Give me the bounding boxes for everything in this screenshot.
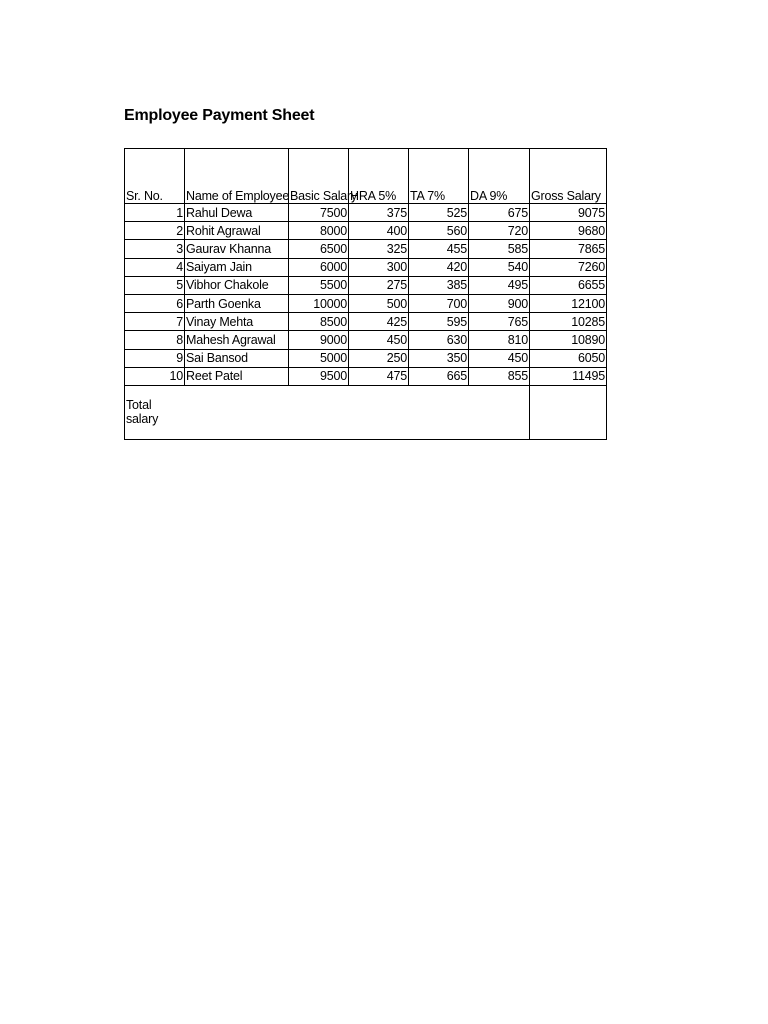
cell-sr-no[interactable]: 7 [125,313,185,331]
cell-hra[interactable]: 300 [349,258,409,276]
cell-da[interactable]: 495 [469,276,530,294]
cell-employee-name[interactable]: Rahul Dewa [185,204,289,222]
table-row [125,204,607,222]
cell-basic-salary[interactable]: 9000 [289,331,349,349]
total-salary-label: Total salary [126,398,159,427]
cell-basic-salary[interactable]: 8500 [289,313,349,331]
cell-hra[interactable]: 325 [349,240,409,258]
cell-hra[interactable]: 425 [349,313,409,331]
cell-employee-name[interactable]: Saiyam Jain [185,258,289,276]
cell-gross-salary[interactable]: 7865 [530,240,607,258]
cell-basic-salary[interactable]: 6000 [289,258,349,276]
cell-gross-salary[interactable]: 6050 [530,349,607,367]
cell-ta[interactable]: 385 [409,276,469,294]
cell-ta[interactable]: 595 [409,313,469,331]
cell-sr-no[interactable]: 6 [125,294,185,312]
payment-table [124,148,607,440]
cell-gross-salary[interactable]: 9075 [530,204,607,222]
cell-sr-no[interactable]: 1 [125,204,185,222]
cell-employee-name[interactable]: Vinay Mehta [185,313,289,331]
cell-ta[interactable]: 350 [409,349,469,367]
cell-employee-name[interactable]: Mahesh Agrawal [185,331,289,349]
table-row [125,367,607,385]
cell-basic-salary[interactable]: 10000 [289,294,349,312]
table-row [125,331,607,349]
cell-ta[interactable]: 525 [409,204,469,222]
cell-hra[interactable]: 400 [349,222,409,240]
total-salary-label-cell[interactable] [125,385,530,439]
cell-gross-salary[interactable]: 12100 [530,294,607,312]
table-row [125,349,607,367]
cell-ta[interactable]: 665 [409,367,469,385]
cell-ta[interactable]: 700 [409,294,469,312]
cell-ta[interactable]: 630 [409,331,469,349]
table-row [125,258,607,276]
cell-ta[interactable]: 560 [409,222,469,240]
cell-da[interactable]: 855 [469,367,530,385]
cell-sr-no[interactable]: 10 [125,367,185,385]
column-header-gross-salary[interactable]: Gross Salary [530,149,607,204]
cell-basic-salary[interactable]: 8000 [289,222,349,240]
cell-da[interactable]: 810 [469,331,530,349]
cell-da[interactable]: 585 [469,240,530,258]
total-row [125,385,607,439]
cell-sr-no[interactable]: 2 [125,222,185,240]
cell-hra[interactable]: 375 [349,204,409,222]
cell-ta[interactable]: 420 [409,258,469,276]
cell-sr-no[interactable]: 4 [125,258,185,276]
table-row [125,222,607,240]
cell-gross-salary[interactable]: 6655 [530,276,607,294]
cell-sr-no[interactable]: 9 [125,349,185,367]
column-header-sr-no[interactable]: Sr. No. [125,149,185,204]
cell-hra[interactable]: 275 [349,276,409,294]
column-header-employee-name[interactable]: Name of Employee [185,149,289,204]
cell-hra[interactable]: 450 [349,331,409,349]
cell-da[interactable]: 450 [469,349,530,367]
cell-sr-no[interactable]: 8 [125,331,185,349]
cell-hra[interactable]: 500 [349,294,409,312]
cell-gross-salary[interactable]: 10890 [530,331,607,349]
cell-ta[interactable]: 455 [409,240,469,258]
table-row [125,294,607,312]
cell-gross-salary[interactable]: 7260 [530,258,607,276]
cell-da[interactable]: 720 [469,222,530,240]
header-row [125,149,607,204]
cell-employee-name[interactable]: Rohit Agrawal [185,222,289,240]
cell-hra[interactable]: 475 [349,367,409,385]
cell-employee-name[interactable]: Vibhor Chakole [185,276,289,294]
cell-gross-salary[interactable]: 10285 [530,313,607,331]
cell-da[interactable]: 900 [469,294,530,312]
table-row [125,240,607,258]
cell-employee-name[interactable]: Gaurav Khanna [185,240,289,258]
cell-gross-salary[interactable]: 9680 [530,222,607,240]
column-header-ta[interactable]: TA 7% [409,149,469,204]
cell-sr-no[interactable]: 3 [125,240,185,258]
cell-employee-name[interactable]: Reet Patel [185,367,289,385]
cell-basic-salary[interactable]: 7500 [289,204,349,222]
cell-basic-salary[interactable]: 5500 [289,276,349,294]
cell-basic-salary[interactable]: 5000 [289,349,349,367]
sheet-title: Employee Payment Sheet [124,107,315,124]
cell-sr-no[interactable]: 5 [125,276,185,294]
cell-da[interactable]: 540 [469,258,530,276]
column-header-da[interactable]: DA 9% [469,149,530,204]
column-header-basic-salary[interactable]: Basic Salary [289,149,349,204]
table-row [125,313,607,331]
total-salary-value-cell[interactable] [530,385,607,439]
cell-basic-salary[interactable]: 6500 [289,240,349,258]
cell-gross-salary[interactable]: 11495 [530,367,607,385]
cell-employee-name[interactable]: Parth Goenka [185,294,289,312]
cell-hra[interactable]: 250 [349,349,409,367]
table-row [125,276,607,294]
cell-employee-name[interactable]: Sai Bansod [185,349,289,367]
column-header-hra[interactable]: HRA 5% [349,149,409,204]
cell-basic-salary[interactable]: 9500 [289,367,349,385]
cell-da[interactable]: 765 [469,313,530,331]
cell-da[interactable]: 675 [469,204,530,222]
